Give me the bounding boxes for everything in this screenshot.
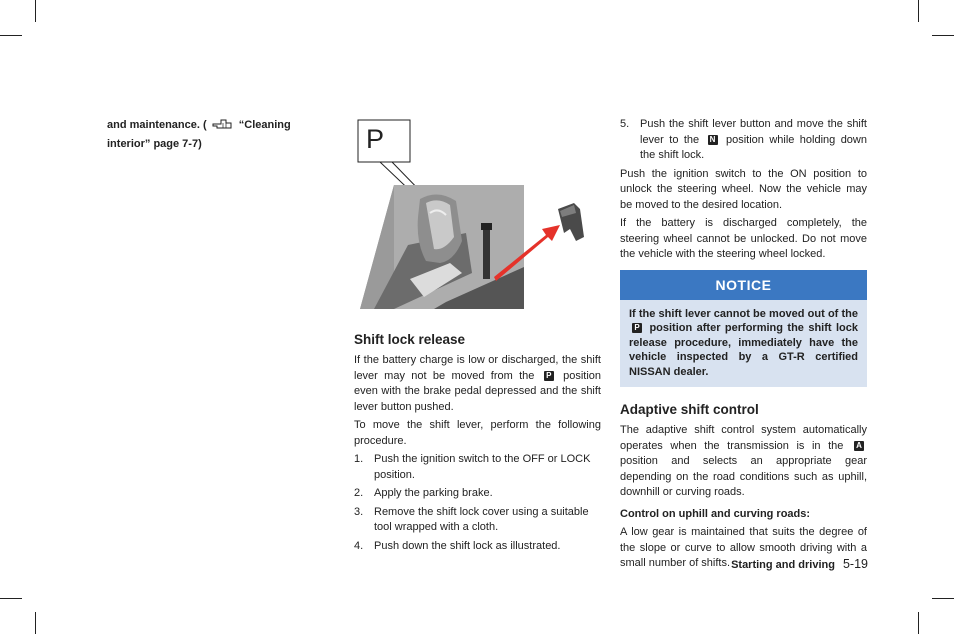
battery-paragraph: If the battery is discharged completely, the steering wheel cannot be unlocked. Do not move the vehicle with the steering wheel locked. <box>620 217 867 260</box>
shift-lock-steps <box>354 452 601 554</box>
shift-lock-illustration <box>354 117 601 317</box>
crop-mark <box>932 35 954 36</box>
gear-a-badge: A <box>854 441 864 451</box>
section-name: Starting and driving <box>731 559 835 571</box>
reference-hand-icon <box>212 117 234 137</box>
crop-mark <box>35 0 36 22</box>
shift-lock-paragraph-2: To move the shift lever, perform the following procedure. <box>354 419 601 447</box>
crop-mark <box>918 0 919 22</box>
crop-mark <box>35 612 36 634</box>
shift-lock-heading: Shift lock release <box>354 332 466 347</box>
list-item: 1. Push the ignition switch to the OFF or LOCK position. <box>354 453 591 481</box>
notice-title: NOTICE <box>620 270 867 300</box>
uphill-subheading: Control on uphill and curving roads: <box>620 507 811 520</box>
list-item: 3. Remove the shift lock cover using a suitable tool wrapped with a cloth. <box>354 505 589 533</box>
shift-lock-steps-continued <box>620 117 867 164</box>
cross-reference-link[interactable]: “Cleaning interior” page 7-7) <box>107 119 291 150</box>
continued-paragraph: and maintenance. ( “Cleaning interior” page 7-7) <box>107 119 291 150</box>
notice-text: If the shift lever cannot be moved out of the P position after performing the shift lock release procedure, immediately have the vehicle inspected by a GT-R certified NISSAN dealer. <box>620 300 867 388</box>
figure-callout-letter: P <box>366 124 385 154</box>
gear-p-badge: P <box>632 323 642 333</box>
page-number: 5-19 <box>842 557 868 571</box>
crop-mark <box>932 598 954 599</box>
list-item: 5. Push the shift lever button and move the shift lever to the N position while holding down the shift lock. <box>620 118 867 161</box>
gear-p-badge: P <box>544 371 554 381</box>
crop-mark <box>0 598 22 599</box>
adaptive-paragraph-2: A low gear is maintained that suits the degree of the slope or curve to allow smooth driving with a small number of shifts. <box>620 526 867 569</box>
right-column <box>620 117 867 575</box>
notice-box <box>620 270 867 388</box>
unlock-paragraph: Push the ignition switch to the ON position to unlock the steering wheel. Now the vehicle may be moved to the desired location. <box>620 167 867 211</box>
gear-n-badge: N <box>708 135 718 145</box>
middle-column <box>354 117 601 557</box>
shift-lock-paragraph-1: If the battery charge is low or discharged, the shift lever may not be moved from the P position even with the brake pedal depressed and the shift lever button pushed. <box>354 354 601 413</box>
adaptive-heading: Adaptive shift control <box>620 402 759 417</box>
crop-mark <box>0 35 22 36</box>
left-column <box>107 117 334 155</box>
list-item: 2. Apply the parking brake. <box>354 487 493 499</box>
page-footer <box>600 557 868 571</box>
crop-mark <box>918 612 919 634</box>
list-item: 4. Push down the shift lock as illustrated. <box>354 539 561 552</box>
adaptive-paragraph-1: The adaptive shift control system automatically operates when the transmission is in the A position and selects an appropriate gear depending on the road conditions such as uphill, downhill or curving roads. <box>620 424 867 498</box>
